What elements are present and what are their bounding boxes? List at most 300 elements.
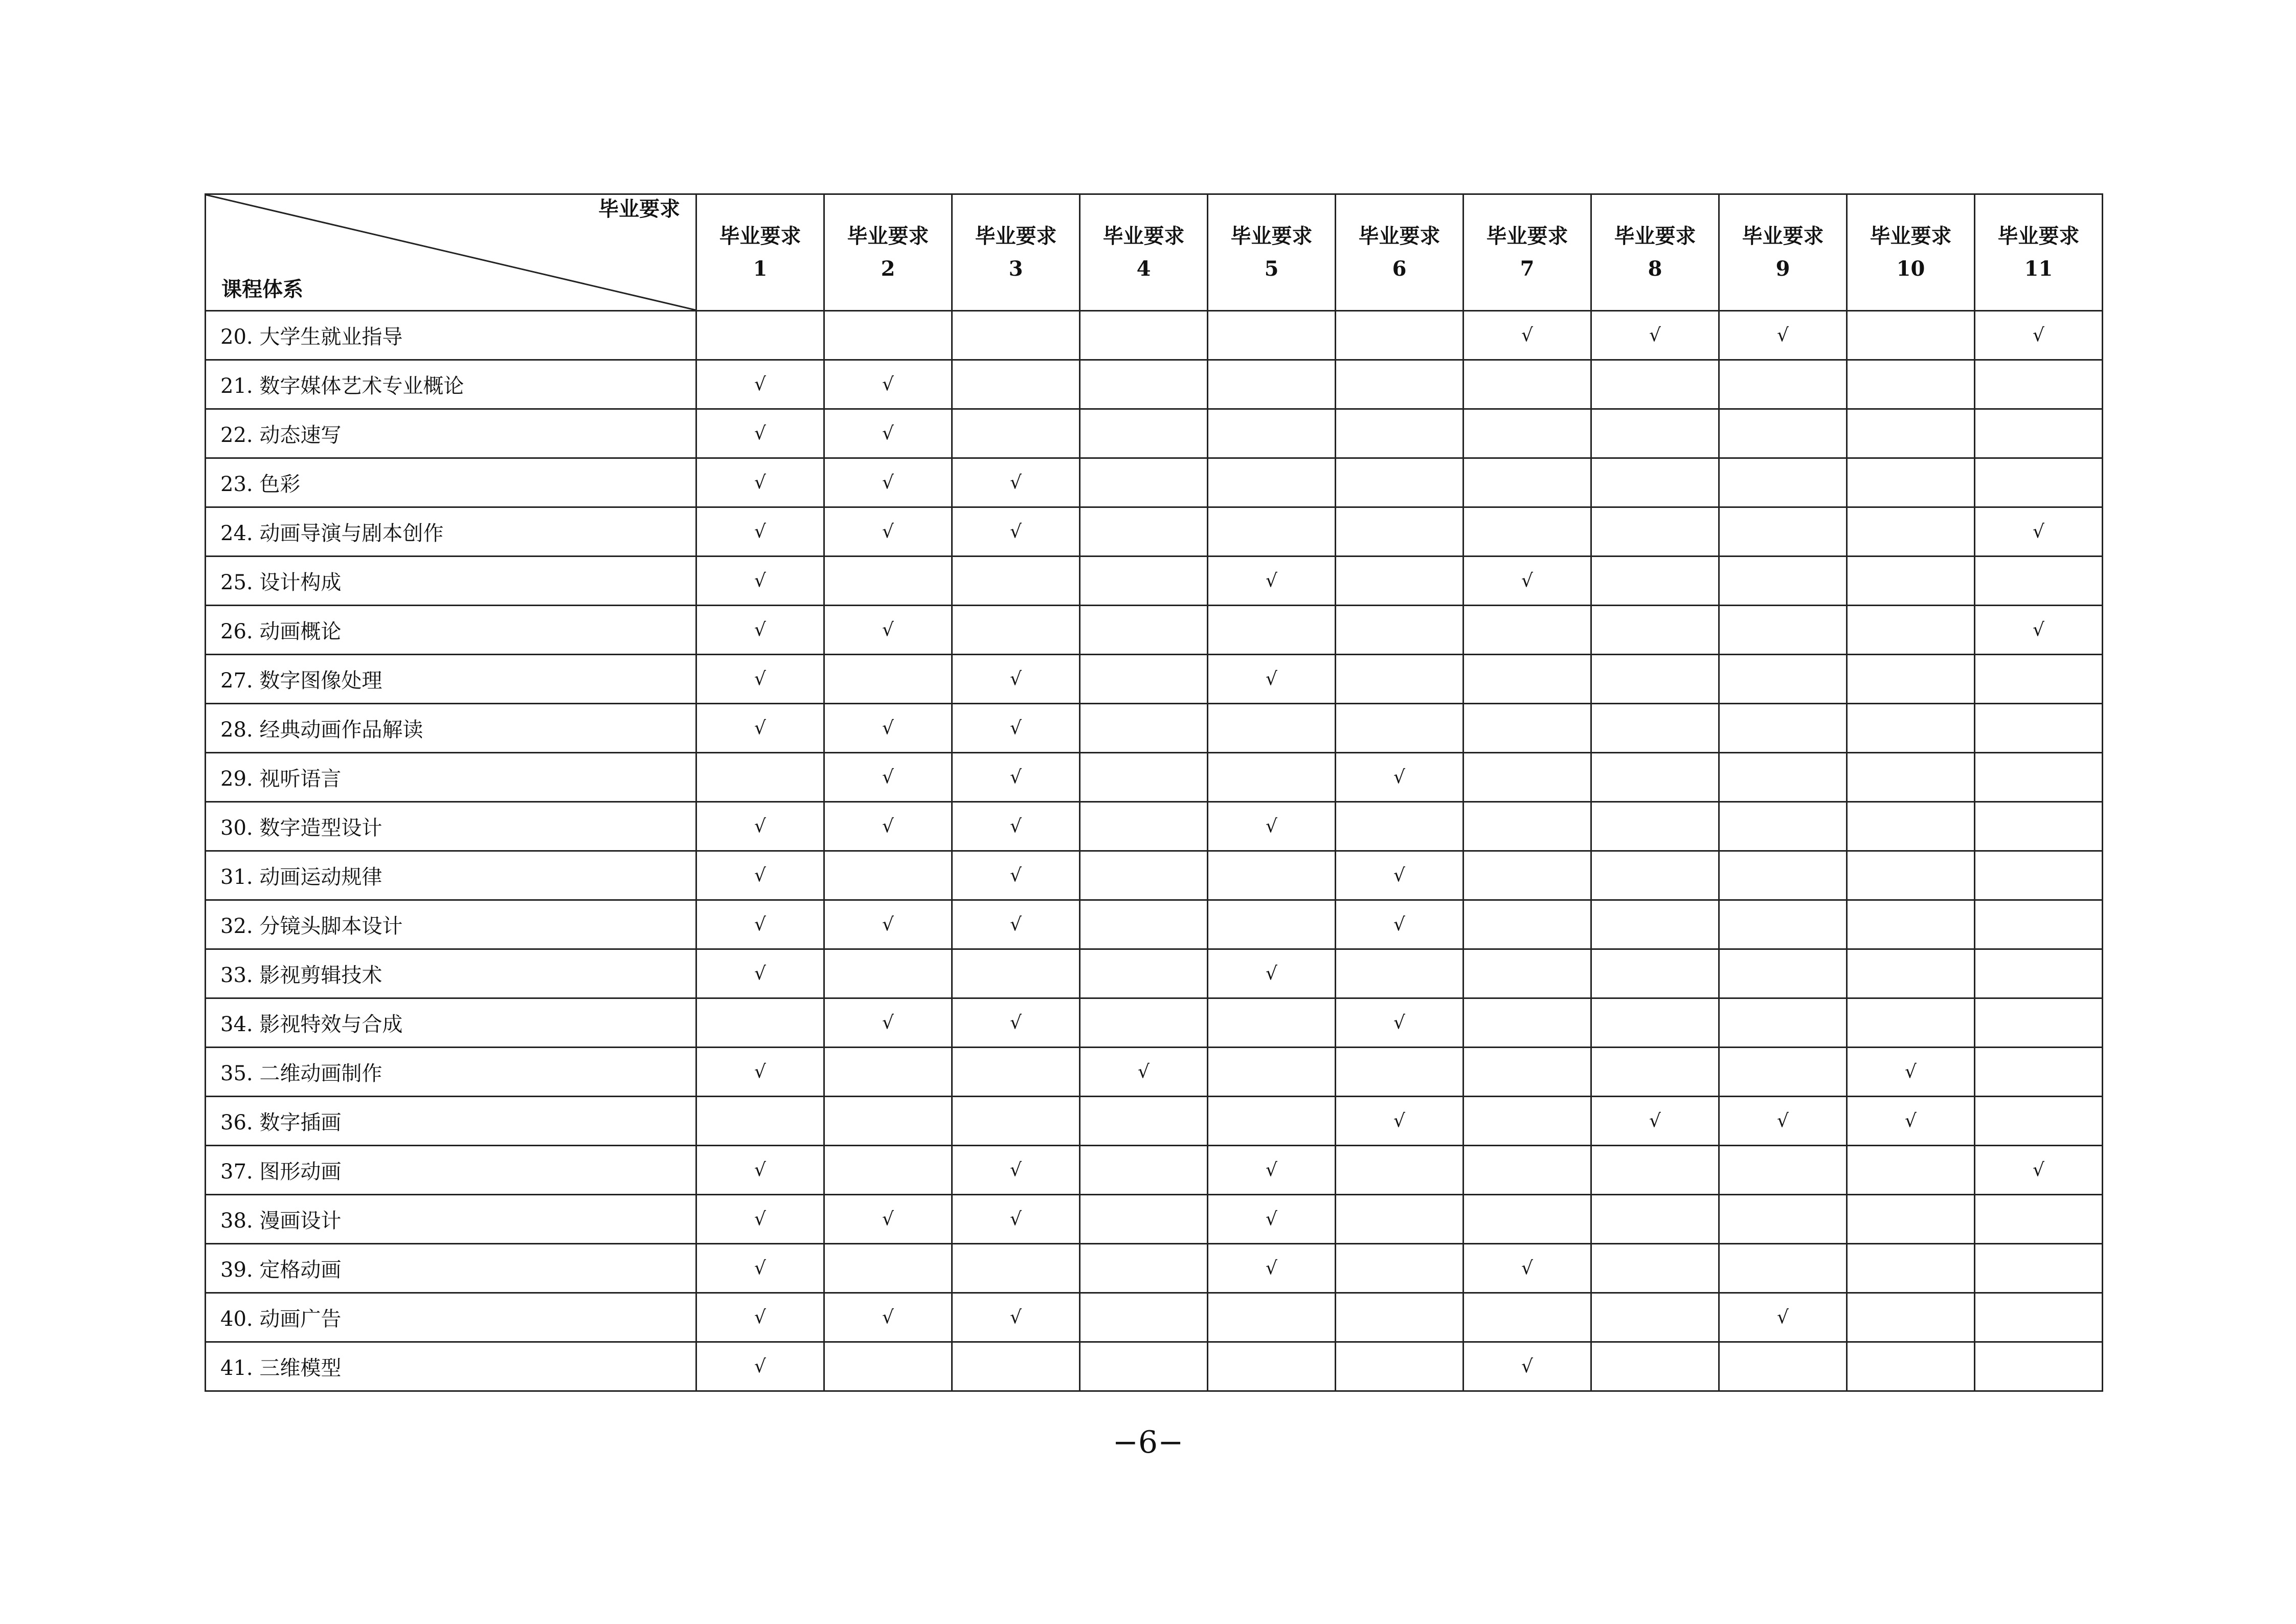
requirement-header-number: 8 xyxy=(1648,256,1662,281)
empty-cell xyxy=(1719,704,1847,753)
course-name-cell: 39. 定格动画 xyxy=(206,1244,696,1293)
empty-cell xyxy=(824,311,952,360)
requirement-header-label: 毕业要求 xyxy=(1358,224,1440,248)
empty-cell xyxy=(1591,409,1719,458)
empty-cell xyxy=(1208,311,1336,360)
course-name-cell: 22. 动态速写 xyxy=(206,409,696,458)
check-mark-cell: √ xyxy=(1336,851,1464,900)
empty-cell xyxy=(1975,704,2103,753)
empty-cell xyxy=(1975,851,2103,900)
table-row xyxy=(206,1293,2103,1342)
empty-cell xyxy=(1464,949,1591,998)
check-mark-cell: √ xyxy=(952,704,1080,753)
check-mark-cell: √ xyxy=(1208,1146,1336,1195)
check-mark-cell: √ xyxy=(1208,802,1336,851)
requirement-header-number: 1 xyxy=(753,256,768,281)
empty-cell xyxy=(1080,409,1208,458)
empty-cell xyxy=(1847,1293,1975,1342)
empty-cell xyxy=(824,1342,952,1391)
requirement-header-label: 毕业要求 xyxy=(975,224,1057,248)
empty-cell xyxy=(1464,998,1591,1048)
empty-cell xyxy=(1208,1097,1336,1146)
empty-cell xyxy=(1080,1195,1208,1244)
empty-cell xyxy=(1464,802,1591,851)
empty-cell xyxy=(696,998,824,1048)
check-mark-cell: √ xyxy=(696,1195,824,1244)
empty-cell xyxy=(1591,1342,1719,1391)
empty-cell xyxy=(1080,900,1208,949)
requirement-header-label: 毕业要求 xyxy=(1486,224,1568,248)
corner-top-label: 毕业要求 xyxy=(598,197,680,221)
check-mark-cell: √ xyxy=(1336,998,1464,1048)
empty-cell xyxy=(1719,1244,1847,1293)
table-row xyxy=(206,1097,2103,1146)
empty-cell xyxy=(1080,311,1208,360)
empty-cell xyxy=(1336,655,1464,704)
empty-cell xyxy=(1847,1244,1975,1293)
check-mark-cell: √ xyxy=(952,900,1080,949)
course-name-cell: 24. 动画导演与剧本创作 xyxy=(206,507,696,557)
table-row xyxy=(206,1244,2103,1293)
empty-cell xyxy=(1975,409,2103,458)
course-requirement-matrix xyxy=(205,193,2103,1392)
check-mark-cell: √ xyxy=(696,1342,824,1391)
empty-cell xyxy=(1847,1195,1975,1244)
empty-cell xyxy=(1336,557,1464,606)
check-mark-cell: √ xyxy=(824,507,952,557)
table-row xyxy=(206,409,2103,458)
table-row xyxy=(206,998,2103,1048)
empty-cell xyxy=(1591,655,1719,704)
empty-cell xyxy=(1336,949,1464,998)
empty-cell xyxy=(952,606,1080,655)
empty-cell xyxy=(1464,1097,1591,1146)
check-mark-cell: √ xyxy=(1591,1097,1719,1146)
empty-cell xyxy=(1080,606,1208,655)
empty-cell xyxy=(1464,360,1591,409)
empty-cell xyxy=(1464,851,1591,900)
empty-cell xyxy=(1080,458,1208,507)
check-mark-cell: √ xyxy=(1080,1048,1208,1097)
empty-cell xyxy=(1847,900,1975,949)
empty-cell xyxy=(1336,1342,1464,1391)
empty-cell xyxy=(1208,360,1336,409)
empty-cell xyxy=(1591,1048,1719,1097)
empty-cell xyxy=(1847,458,1975,507)
empty-cell xyxy=(1464,1195,1591,1244)
check-mark-cell: √ xyxy=(1208,557,1336,606)
empty-cell xyxy=(1336,1048,1464,1097)
course-name-cell: 35. 二维动画制作 xyxy=(206,1048,696,1097)
check-mark-cell: √ xyxy=(696,1244,824,1293)
empty-cell xyxy=(1591,1293,1719,1342)
empty-cell xyxy=(1975,557,2103,606)
check-mark-cell: √ xyxy=(696,1293,824,1342)
check-mark-cell: √ xyxy=(824,753,952,802)
empty-cell xyxy=(1847,606,1975,655)
table-row xyxy=(206,458,2103,507)
empty-cell xyxy=(1336,1195,1464,1244)
check-mark-cell: √ xyxy=(1336,900,1464,949)
empty-cell xyxy=(1719,458,1847,507)
check-mark-cell: √ xyxy=(1208,949,1336,998)
empty-cell xyxy=(1080,1244,1208,1293)
empty-cell xyxy=(1719,557,1847,606)
empty-cell xyxy=(1464,1048,1591,1097)
empty-cell xyxy=(1464,655,1591,704)
empty-cell xyxy=(1336,507,1464,557)
requirement-header-11 xyxy=(1975,194,2103,311)
empty-cell xyxy=(1591,802,1719,851)
empty-cell xyxy=(824,949,952,998)
empty-cell xyxy=(1719,1048,1847,1097)
empty-cell xyxy=(1847,507,1975,557)
check-mark-cell: √ xyxy=(1208,1195,1336,1244)
empty-cell xyxy=(1591,360,1719,409)
check-mark-cell: √ xyxy=(824,1293,952,1342)
check-mark-cell: √ xyxy=(696,949,824,998)
empty-cell xyxy=(1336,1146,1464,1195)
check-mark-cell: √ xyxy=(1975,507,2103,557)
course-name-cell: 29. 视听语言 xyxy=(206,753,696,802)
table-row xyxy=(206,1195,2103,1244)
empty-cell xyxy=(1847,557,1975,606)
empty-cell xyxy=(1080,851,1208,900)
course-name-cell: 37. 图形动画 xyxy=(206,1146,696,1195)
requirement-header-label: 毕业要求 xyxy=(1614,224,1696,248)
requirement-header-label: 毕业要求 xyxy=(1870,224,1952,248)
empty-cell xyxy=(1208,1048,1336,1097)
empty-cell xyxy=(1975,360,2103,409)
empty-cell xyxy=(1719,360,1847,409)
check-mark-cell: √ xyxy=(696,900,824,949)
empty-cell xyxy=(1208,458,1336,507)
requirement-header-number: 6 xyxy=(1392,256,1407,281)
check-mark-cell: √ xyxy=(952,655,1080,704)
requirement-header-label: 毕业要求 xyxy=(1997,224,2080,248)
check-mark-cell: √ xyxy=(824,606,952,655)
matrix-body xyxy=(206,311,2103,1391)
requirement-header-label: 毕业要求 xyxy=(1102,224,1185,248)
empty-cell xyxy=(1719,753,1847,802)
empty-cell xyxy=(1080,704,1208,753)
empty-cell xyxy=(1208,409,1336,458)
empty-cell xyxy=(1591,704,1719,753)
empty-cell xyxy=(1336,1244,1464,1293)
empty-cell xyxy=(1719,1146,1847,1195)
requirement-header-label: 毕业要求 xyxy=(719,224,801,248)
empty-cell xyxy=(952,360,1080,409)
check-mark-cell: √ xyxy=(824,360,952,409)
empty-cell xyxy=(1336,458,1464,507)
empty-cell xyxy=(1591,1244,1719,1293)
header-row xyxy=(206,194,2103,311)
empty-cell xyxy=(1464,1293,1591,1342)
check-mark-cell: √ xyxy=(696,360,824,409)
requirement-header-9 xyxy=(1719,194,1847,311)
check-mark-cell: √ xyxy=(696,655,824,704)
table-row xyxy=(206,311,2103,360)
empty-cell xyxy=(1847,704,1975,753)
requirement-header-label: 毕业要求 xyxy=(1230,224,1313,248)
requirement-header-number: 5 xyxy=(1264,256,1279,281)
empty-cell xyxy=(1975,1342,2103,1391)
empty-cell xyxy=(1336,1293,1464,1342)
empty-cell xyxy=(1336,311,1464,360)
table-row xyxy=(206,606,2103,655)
requirement-header-4 xyxy=(1080,194,1208,311)
check-mark-cell: √ xyxy=(696,802,824,851)
table-row xyxy=(206,507,2103,557)
empty-cell xyxy=(952,311,1080,360)
empty-cell xyxy=(1719,998,1847,1048)
check-mark-cell: √ xyxy=(824,900,952,949)
empty-cell xyxy=(1847,1146,1975,1195)
check-mark-cell: √ xyxy=(1208,655,1336,704)
check-mark-cell: √ xyxy=(952,458,1080,507)
empty-cell xyxy=(1208,753,1336,802)
empty-cell xyxy=(1080,1097,1208,1146)
check-mark-cell: √ xyxy=(1975,311,2103,360)
empty-cell xyxy=(1975,1097,2103,1146)
empty-cell xyxy=(1975,458,2103,507)
empty-cell xyxy=(1591,998,1719,1048)
empty-cell xyxy=(1719,1195,1847,1244)
empty-cell xyxy=(1847,409,1975,458)
requirement-header-number: 3 xyxy=(1008,256,1023,281)
check-mark-cell: √ xyxy=(952,1293,1080,1342)
empty-cell xyxy=(1080,655,1208,704)
empty-cell xyxy=(952,1097,1080,1146)
check-mark-cell: √ xyxy=(824,998,952,1048)
check-mark-cell: √ xyxy=(696,704,824,753)
empty-cell xyxy=(824,851,952,900)
empty-cell xyxy=(1975,998,2103,1048)
table-row xyxy=(206,1048,2103,1097)
course-name-cell: 34. 影视特效与合成 xyxy=(206,998,696,1048)
empty-cell xyxy=(696,311,824,360)
check-mark-cell: √ xyxy=(952,998,1080,1048)
check-mark-cell: √ xyxy=(824,1195,952,1244)
empty-cell xyxy=(1719,655,1847,704)
check-mark-cell: √ xyxy=(952,802,1080,851)
empty-cell xyxy=(1975,949,2103,998)
check-mark-cell: √ xyxy=(1464,311,1591,360)
check-mark-cell: √ xyxy=(952,1195,1080,1244)
empty-cell xyxy=(824,655,952,704)
empty-cell xyxy=(1464,900,1591,949)
requirement-header-2 xyxy=(824,194,952,311)
check-mark-cell: √ xyxy=(824,458,952,507)
empty-cell xyxy=(1847,311,1975,360)
empty-cell xyxy=(1719,900,1847,949)
empty-cell xyxy=(1591,557,1719,606)
empty-cell xyxy=(824,1146,952,1195)
table-row xyxy=(206,802,2103,851)
empty-cell xyxy=(1208,851,1336,900)
check-mark-cell: √ xyxy=(696,409,824,458)
check-mark-cell: √ xyxy=(1975,1146,2103,1195)
course-name-cell: 31. 动画运动规律 xyxy=(206,851,696,900)
empty-cell xyxy=(1080,1293,1208,1342)
empty-cell xyxy=(696,753,824,802)
empty-cell xyxy=(1336,360,1464,409)
requirement-header-7 xyxy=(1464,194,1591,311)
check-mark-cell: √ xyxy=(1336,753,1464,802)
check-mark-cell: √ xyxy=(1719,311,1847,360)
empty-cell xyxy=(824,1097,952,1146)
empty-cell xyxy=(1080,507,1208,557)
empty-cell xyxy=(952,1244,1080,1293)
empty-cell xyxy=(1080,557,1208,606)
requirement-header-5 xyxy=(1208,194,1336,311)
empty-cell xyxy=(1975,1048,2103,1097)
empty-cell xyxy=(1591,458,1719,507)
empty-cell xyxy=(1591,900,1719,949)
page-number: −6− xyxy=(1112,1425,1184,1460)
empty-cell xyxy=(952,1342,1080,1391)
course-name-cell: 25. 设计构成 xyxy=(206,557,696,606)
empty-cell xyxy=(952,557,1080,606)
table-row xyxy=(206,704,2103,753)
empty-cell xyxy=(1847,360,1975,409)
empty-cell xyxy=(1847,998,1975,1048)
course-name-cell: 23. 色彩 xyxy=(206,458,696,507)
empty-cell xyxy=(1336,606,1464,655)
table-row xyxy=(206,753,2103,802)
empty-cell xyxy=(1464,606,1591,655)
requirement-header-8 xyxy=(1591,194,1719,311)
empty-cell xyxy=(1975,1244,2103,1293)
course-name-cell: 21. 数字媒体艺术专业概论 xyxy=(206,360,696,409)
requirement-header-label: 毕业要求 xyxy=(1742,224,1824,248)
empty-cell xyxy=(1208,1293,1336,1342)
check-mark-cell: √ xyxy=(1464,1244,1591,1293)
requirement-header-number: 10 xyxy=(1896,256,1925,281)
check-mark-cell: √ xyxy=(1464,1342,1591,1391)
check-mark-cell: √ xyxy=(824,802,952,851)
check-mark-cell: √ xyxy=(1975,606,2103,655)
check-mark-cell: √ xyxy=(1719,1293,1847,1342)
check-mark-cell: √ xyxy=(1591,311,1719,360)
table-row xyxy=(206,655,2103,704)
empty-cell xyxy=(1975,1195,2103,1244)
empty-cell xyxy=(1208,606,1336,655)
empty-cell xyxy=(1208,1342,1336,1391)
empty-cell xyxy=(1464,458,1591,507)
empty-cell xyxy=(1975,655,2103,704)
check-mark-cell: √ xyxy=(1847,1097,1975,1146)
empty-cell xyxy=(824,1048,952,1097)
empty-cell xyxy=(1975,802,2103,851)
empty-cell xyxy=(1591,507,1719,557)
requirement-header-number: 11 xyxy=(2024,256,2053,281)
requirement-header-label: 毕业要求 xyxy=(847,224,929,248)
empty-cell xyxy=(1719,949,1847,998)
empty-cell xyxy=(1591,1146,1719,1195)
empty-cell xyxy=(696,1097,824,1146)
empty-cell xyxy=(1080,1146,1208,1195)
requirement-header-3 xyxy=(952,194,1080,311)
requirement-header-10 xyxy=(1847,194,1975,311)
course-name-cell: 41. 三维模型 xyxy=(206,1342,696,1391)
empty-cell xyxy=(1719,1342,1847,1391)
course-name-cell: 20. 大学生就业指导 xyxy=(206,311,696,360)
empty-cell xyxy=(1080,949,1208,998)
course-name-cell: 27. 数字图像处理 xyxy=(206,655,696,704)
empty-cell xyxy=(824,557,952,606)
empty-cell xyxy=(1975,900,2103,949)
empty-cell xyxy=(1208,507,1336,557)
check-mark-cell: √ xyxy=(952,851,1080,900)
check-mark-cell: √ xyxy=(696,507,824,557)
empty-cell xyxy=(1975,1293,2103,1342)
empty-cell xyxy=(1847,949,1975,998)
empty-cell xyxy=(1464,409,1591,458)
requirement-header-number: 4 xyxy=(1136,256,1151,281)
table-row xyxy=(206,900,2103,949)
course-name-cell: 26. 动画概论 xyxy=(206,606,696,655)
course-name-cell: 36. 数字插画 xyxy=(206,1097,696,1146)
check-mark-cell: √ xyxy=(1464,557,1591,606)
empty-cell xyxy=(1464,1146,1591,1195)
empty-cell xyxy=(1591,851,1719,900)
requirement-header-number: 9 xyxy=(1775,256,1790,281)
empty-cell xyxy=(1719,802,1847,851)
empty-cell xyxy=(1591,606,1719,655)
requirement-header-number: 2 xyxy=(881,256,895,281)
table-row xyxy=(206,949,2103,998)
check-mark-cell: √ xyxy=(696,458,824,507)
table-row xyxy=(206,557,2103,606)
empty-cell xyxy=(1464,753,1591,802)
empty-cell xyxy=(1336,802,1464,851)
empty-cell xyxy=(1591,949,1719,998)
empty-cell xyxy=(1080,802,1208,851)
check-mark-cell: √ xyxy=(1208,1244,1336,1293)
course-name-cell: 40. 动画广告 xyxy=(206,1293,696,1342)
empty-cell xyxy=(1591,1195,1719,1244)
empty-cell xyxy=(1591,753,1719,802)
corner-header-cell xyxy=(206,194,696,311)
corner-bottom-label: 课程体系 xyxy=(221,277,303,301)
empty-cell xyxy=(824,1244,952,1293)
empty-cell xyxy=(1847,753,1975,802)
course-name-cell: 32. 分镜头脚本设计 xyxy=(206,900,696,949)
empty-cell xyxy=(1080,753,1208,802)
course-name-cell: 38. 漫画设计 xyxy=(206,1195,696,1244)
requirement-header-1 xyxy=(696,194,824,311)
check-mark-cell: √ xyxy=(696,851,824,900)
empty-cell xyxy=(1208,704,1336,753)
check-mark-cell: √ xyxy=(696,1048,824,1097)
check-mark-cell: √ xyxy=(952,753,1080,802)
check-mark-cell: √ xyxy=(952,1146,1080,1195)
check-mark-cell: √ xyxy=(1719,1097,1847,1146)
empty-cell xyxy=(1336,704,1464,753)
table-row xyxy=(206,851,2103,900)
empty-cell xyxy=(952,409,1080,458)
empty-cell xyxy=(1080,360,1208,409)
check-mark-cell: √ xyxy=(696,557,824,606)
empty-cell xyxy=(1847,851,1975,900)
empty-cell xyxy=(1208,998,1336,1048)
empty-cell xyxy=(1847,802,1975,851)
table-row xyxy=(206,1342,2103,1391)
requirement-header-number: 7 xyxy=(1520,256,1535,281)
empty-cell xyxy=(1464,704,1591,753)
table-row xyxy=(206,1146,2103,1195)
